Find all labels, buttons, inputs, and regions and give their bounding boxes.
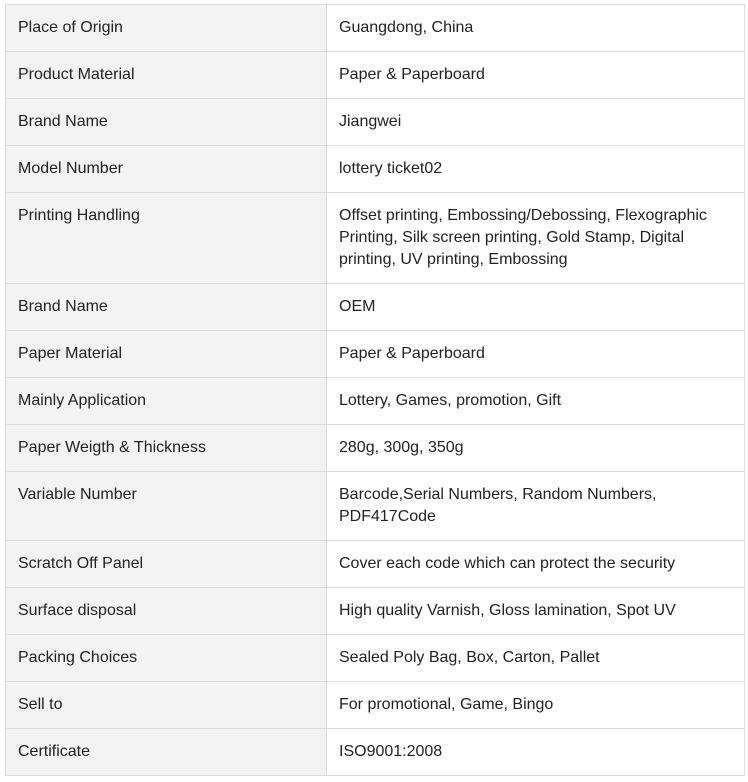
- spec-value: For promotional, Game, Bingo: [327, 682, 745, 729]
- table-row: [6, 588, 745, 635]
- table-row: [6, 378, 745, 425]
- spec-value: Jiangwei: [327, 99, 745, 146]
- spec-value: lottery ticket02: [327, 146, 745, 193]
- spec-value: Lottery, Games, promotion, Gift: [327, 378, 745, 425]
- table-row: [6, 331, 745, 378]
- spec-label: Printing Handling: [6, 193, 327, 284]
- spec-label: Brand Name: [6, 284, 327, 331]
- spec-value: Barcode,Serial Numbers, Random Numbers, PDF417Code: [327, 472, 745, 541]
- spec-label: Certificate: [6, 729, 327, 776]
- table-row: [6, 52, 745, 99]
- spec-label: Mainly Application: [6, 378, 327, 425]
- table-row: [6, 99, 745, 146]
- spec-label: Variable Number: [6, 472, 327, 541]
- spec-label: Surface disposal: [6, 588, 327, 635]
- spec-label: Model Number: [6, 146, 327, 193]
- spec-label: Product Material: [6, 52, 327, 99]
- table-row: [6, 635, 745, 682]
- spec-value: Sealed Poly Bag, Box, Carton, Pallet: [327, 635, 745, 682]
- spec-label: Brand Name: [6, 99, 327, 146]
- spec-value: Guangdong, China: [327, 5, 745, 52]
- table-row: [6, 146, 745, 193]
- table-row: [6, 541, 745, 588]
- table-row: [6, 472, 745, 541]
- spec-value: Offset printing, Embossing/Debossing, Flexographic Printing, Silk screen printing, Gold Stamp, Digital printing, UV printing, Embossing: [327, 193, 745, 284]
- spec-label: Paper Material: [6, 331, 327, 378]
- spec-label: Sell to: [6, 682, 327, 729]
- table-row: [6, 5, 745, 52]
- spec-value: ISO9001:2008: [327, 729, 745, 776]
- product-spec-table: [5, 4, 745, 776]
- spec-label: Packing Choices: [6, 635, 327, 682]
- spec-value: Paper & Paperboard: [327, 52, 745, 99]
- table-row: [6, 425, 745, 472]
- spec-value: OEM: [327, 284, 745, 331]
- spec-value: 280g, 300g, 350g: [327, 425, 745, 472]
- spec-value: High quality Varnish, Gloss lamination, Spot UV: [327, 588, 745, 635]
- table-row: [6, 193, 745, 284]
- table-row: [6, 682, 745, 729]
- table-row: [6, 284, 745, 331]
- spec-value: Cover each code which can protect the security: [327, 541, 745, 588]
- table-row: [6, 729, 745, 776]
- spec-label: Place of Origin: [6, 5, 327, 52]
- spec-label: Paper Weigth & Thickness: [6, 425, 327, 472]
- spec-value: Paper & Paperboard: [327, 331, 745, 378]
- spec-label: Scratch Off Panel: [6, 541, 327, 588]
